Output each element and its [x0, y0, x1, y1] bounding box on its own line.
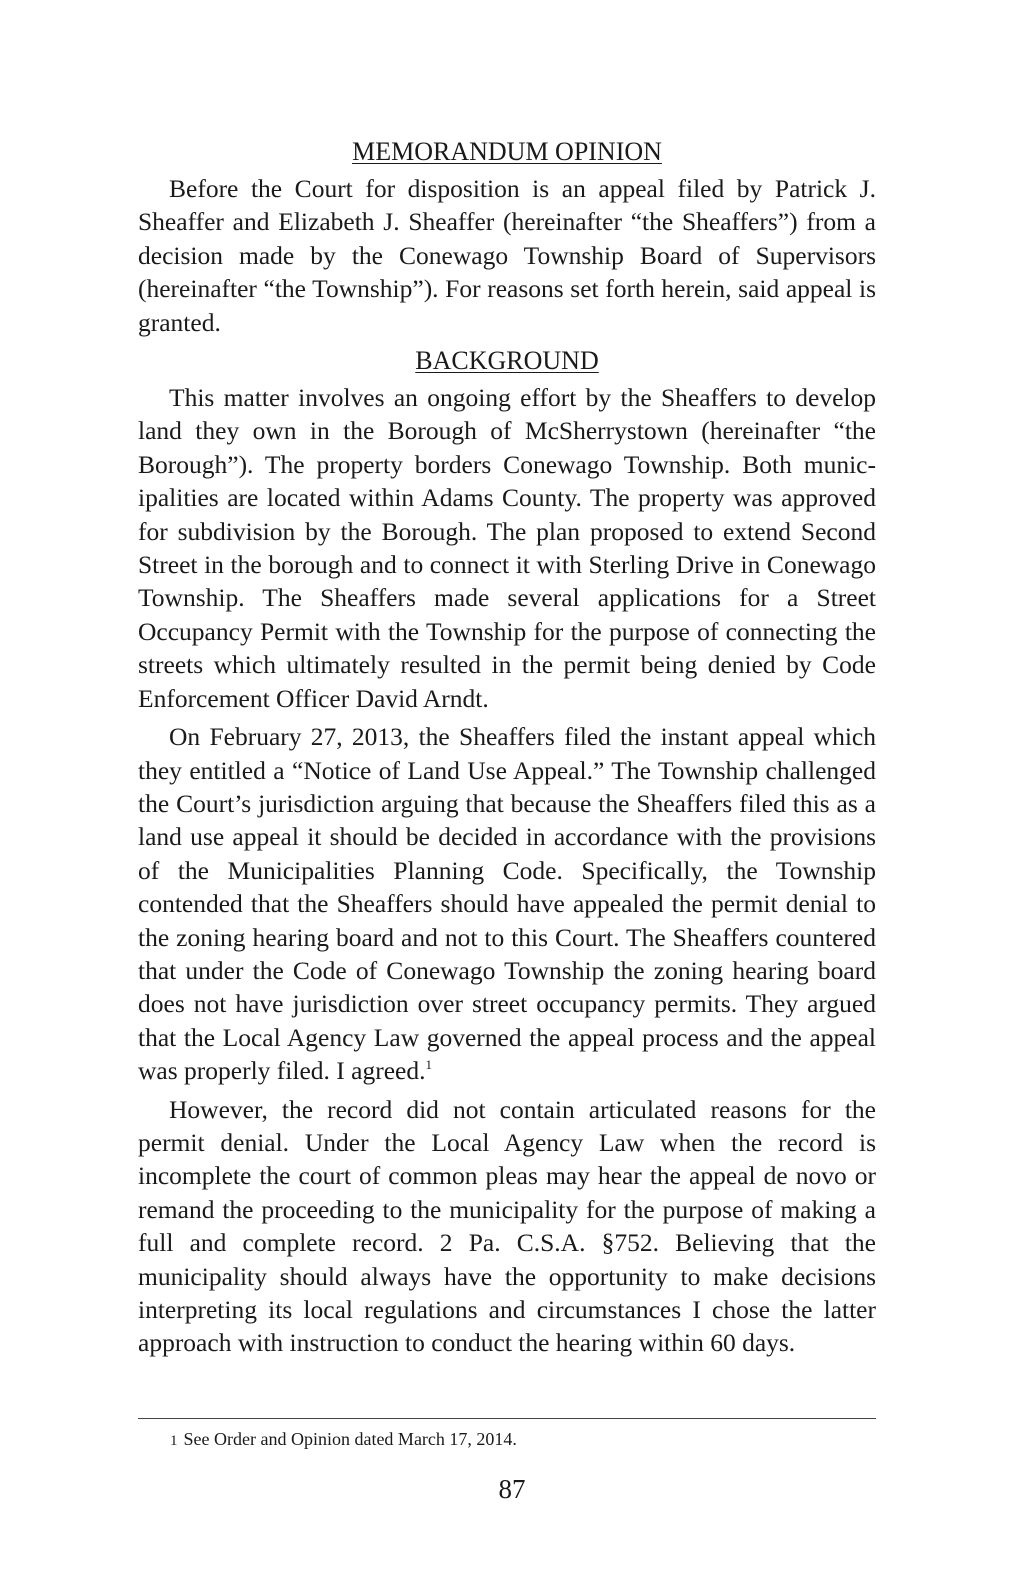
- memorandum-opinion-heading: MEMORANDUM OPINION: [352, 137, 662, 166]
- background-paragraph-3: However, the record did not contain articulated reasons for the permit denial. Under the Local Agency Law when the record is incomplete the court of common pleas may hear the appeal de novo or remand the proceeding to the municipality for the purpose of making a full and complete record. 2 Pa. C.S.A. §752. Believing that the municipality should always have the opportunity to make decisions interpreting its local regulations and circumstances I chose the latter approach with instruction to conduct the hearing within 60 days.: [138, 1094, 876, 1358]
- footnote: [170, 1428, 870, 1452]
- page-body: [138, 130, 876, 1360]
- footnote-number: 1: [170, 1433, 178, 1449]
- footnote-text: See Order and Opinion dated March 17, 2014.: [183, 1429, 517, 1449]
- background-paragraph-2-text: On February 27, 2013, the Sheaffers filed the instant appeal which they entitled a “Notice of Land Use Appeal.” The Township challenged the Court’s jurisdiction arguing that because the Sheaffers filed this as a land use appeal it should be decided in accordance with the provisions of the Municipalities Planning Code. Specifically, the Township contended that the Sheaffers should have appealed the permit denial to the zoning hearing board and not to this Court. The Sheaffers countered that under the Code of Conewago Township the zoning hearing board does not have jurisdiction over street occupancy permits. They argued that the Local Agency Law governed the appeal process and the appeal was properly filed. I agreed.: [138, 722, 876, 1086]
- intro-paragraph: Before the Court for disposition is an appeal filed by Patrick J. Sheaffer and Elizabeth J. Sheaffer (hereinafter “the Sheaffers”) from a decision made by the Conewago Township Board of Supervisors (hereinafter “the Township”). For reasons set forth herein, said appeal is granted.: [138, 174, 876, 337]
- footnote-reference: 1: [425, 1057, 432, 1073]
- background-paragraph-2: [138, 720, 876, 1087]
- footnote-divider: [138, 1418, 876, 1419]
- background-paragraph-1: This matter involves an ongoing effort by the Sheaffers to develop land they own in the Borough of McSherrystown (hereinafter “the Borough”). The property borders Conewago Township. Both municipalities are located within Adams County. The property was approved for subdivision by the Borough. The plan proposed to extend Second Street in the borough and to connect it with Sterling Drive in Conewago Township. The Sheaffers made several applications for a Street Occupancy Permit with the Township for the purpose of connecting the streets which ultimately resulted in the permit being denied by Code Enforcement Officer David Arndt.: [138, 383, 876, 713]
- page-number: 87: [498, 1474, 526, 1504]
- background-heading: BACKGROUND: [415, 346, 599, 376]
